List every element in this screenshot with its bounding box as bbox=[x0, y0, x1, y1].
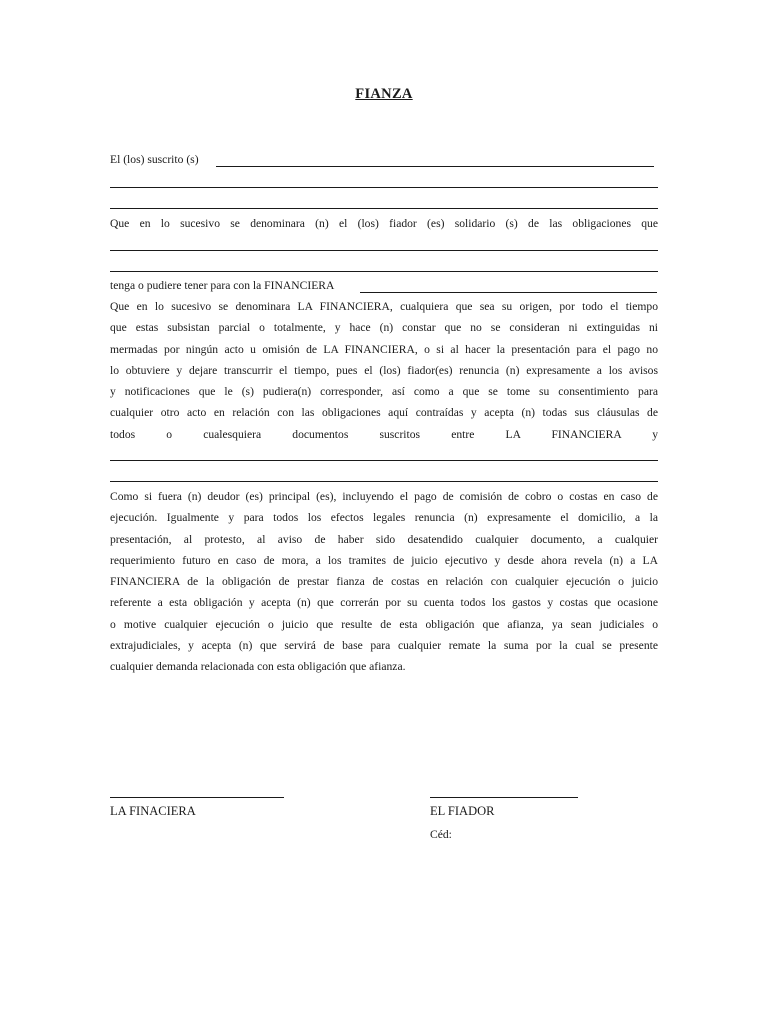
paragraph-1-line: Que en lo sucesivo se denominara LA FINANCIERA, cualquiera que sea su origen, por todo el tiempo bbox=[110, 300, 658, 313]
paragraph-2 bbox=[110, 486, 658, 678]
paragraph-1-line: cualquier otro acto en relación con las obligaciones aquí contraídas y acepta (n) todas sus cláusulas de bbox=[110, 406, 658, 420]
intro-fill-line bbox=[216, 166, 654, 167]
blank-line-5 bbox=[110, 460, 658, 461]
intro-label: El (los) suscrito (s) bbox=[110, 153, 199, 166]
paragraph-2-line: extrajudiciales, y acepta (n) que servirá de base para cualquier remate la suma por la cual se presente bbox=[110, 639, 658, 653]
blank-line-6 bbox=[110, 481, 658, 482]
paragraph-1 bbox=[110, 296, 658, 445]
blank-line-1 bbox=[110, 187, 658, 188]
paragraph-1-line: y notificaciones que le (s) pudiera(n) corresponder, así como a que se tome su consentimiento para bbox=[110, 385, 658, 399]
paragraph-2-line: Como si fuera (n) deudor (es) principal (es), incluyendo el pago de comisión de cobro o costas en caso de bbox=[110, 490, 658, 503]
paragraph-1-line: mermadas por ningún acto u omisión de LA FINANCIERA, o si al hacer la presentación para el pago no bbox=[110, 342, 658, 356]
paragraph-2-line: requerimiento futuro en caso de mora, a los tramites de juicio ejecutivo y desde ahora revela (n) a LA bbox=[110, 553, 658, 567]
paragraph-1-line: que estas subsistan parcial o totalmente, y hace (n) constar que no se consideran ni extinguidas ni bbox=[110, 321, 658, 335]
paragraph-1-line: lo obtuviere y dejare transcurrir el tiempo, pues el (los) fiador(es) renuncia (n) expresamente a los avisos bbox=[110, 363, 658, 377]
blank-line-2 bbox=[110, 208, 658, 209]
paragraph-1-line: todos o cualesquiera documentos suscritos entre LA FINANCIERA y bbox=[110, 427, 658, 441]
paragraph-2-line: ejecución. Igualmente y para todos los efectos legales renuncia (n) expresamente el domicilio, a la bbox=[110, 511, 658, 525]
paragraph-2-line: presentación, al protesto, al aviso de haber sido desatendido cualquier documento, a cualquier bbox=[110, 532, 658, 546]
financiera-fill-line bbox=[360, 292, 657, 293]
signature-label-financiera: LA FINACIERA bbox=[110, 804, 196, 818]
signature-line-financiera bbox=[110, 797, 284, 798]
blank-line-4 bbox=[110, 271, 658, 272]
cedula-label: Céd: bbox=[430, 828, 452, 841]
paragraph-2-line: cualquier demanda relacionada con esta obligación que afianza. bbox=[110, 660, 406, 674]
paragraph-2-line: FINANCIERA de la obligación de prestar fianza de costas en relación con cualquier ejecución o juicio bbox=[110, 575, 658, 589]
signature-line-fiador bbox=[430, 797, 578, 798]
document-title: FIANZA bbox=[355, 86, 413, 102]
financiera-label: tenga o pudiere tener para con la FINANCIERA bbox=[110, 279, 335, 292]
denomination-line: Que en lo sucesivo se denominara (n) el (los) fiador (es) solidario (s) de las obligaciones que bbox=[110, 217, 658, 230]
denomination-paragraph bbox=[110, 213, 658, 234]
blank-line-3 bbox=[110, 250, 658, 251]
signature-label-fiador: EL FIADOR bbox=[430, 804, 495, 818]
paragraph-2-line: referente a esta obligación y acepta (n) que correrán por su cuenta todos los gastos y costas que ocasione bbox=[110, 596, 658, 610]
paragraph-2-line: o motive cualquier ejecución o juicio que resulte de esta obligación que afianza, ya sean judiciales o bbox=[110, 617, 658, 631]
